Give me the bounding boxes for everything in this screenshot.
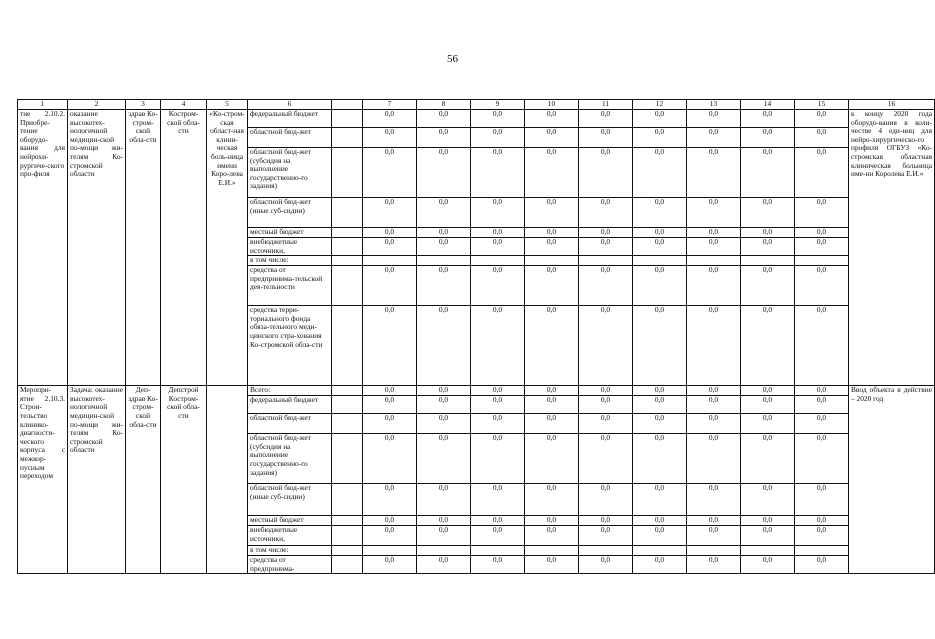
funding-source: областной бюд-жет (субсидия на выполнение государственно-го задания) [248,148,332,198]
value-cell: 0,0 [633,198,687,228]
blank-cell [332,238,363,256]
value-cell [741,546,795,556]
block-result: Ввод объекта в действие – 2020 год [849,386,935,574]
funding-source: федеральный бюджет [248,396,332,414]
value-cell: 0,0 [579,128,633,148]
block-col1: тие 2.10.2. Приобре-тение оборудо-вания для нейрохи-рургиче-ского про-филя [18,110,68,386]
value-cell [525,256,579,266]
value-cell: 0,0 [525,556,579,574]
value-cell: 0,0 [741,128,795,148]
value-cell: 0,0 [417,266,471,306]
value-cell: 0,0 [471,238,525,256]
header-cell: 13 [687,100,741,110]
value-cell: 0,0 [363,266,417,306]
block-col2: оказание высокотех-нологичной медицин-ской по-мощи жи-телям Ко-стромской области [68,110,126,386]
value-cell: 0,0 [417,238,471,256]
value-cell: 0,0 [741,386,795,396]
value-cell: 0,0 [579,396,633,414]
block-col5 [207,386,248,574]
value-cell [579,546,633,556]
value-cell: 0,0 [795,110,849,128]
value-cell: 0,0 [633,148,687,198]
value-cell: 0,0 [525,228,579,238]
value-cell: 0,0 [633,128,687,148]
value-cell: 0,0 [687,306,741,386]
value-cell: 0,0 [471,306,525,386]
value-cell: 0,0 [687,266,741,306]
value-cell: 0,0 [579,238,633,256]
value-cell: 0,0 [471,198,525,228]
header-cell: 4 [161,100,207,110]
value-cell: 0,0 [525,396,579,414]
funding-source: областной бюд-жет (иные суб-сидии) [248,198,332,228]
value-cell: 0,0 [633,110,687,128]
header-cell: 10 [525,100,579,110]
value-cell: 0,0 [795,148,849,198]
value-cell: 0,0 [795,228,849,238]
value-cell [741,256,795,266]
value-cell [525,546,579,556]
value-cell: 0,0 [471,556,525,574]
value-cell: 0,0 [471,148,525,198]
blank-cell [332,198,363,228]
funding-source: местный бюджет [248,516,332,526]
value-cell: 0,0 [579,526,633,546]
blank-cell [332,546,363,556]
header-cell: 12 [633,100,687,110]
value-cell: 0,0 [633,306,687,386]
value-cell [471,256,525,266]
header-cell: 3 [126,100,161,110]
value-cell: 0,0 [471,266,525,306]
value-cell: 0,0 [417,110,471,128]
value-cell: 0,0 [795,238,849,256]
value-cell: 0,0 [795,266,849,306]
value-cell: 0,0 [795,434,849,484]
block-col1: Меропри-ятие 2.10.3. Строи-тельство клинико-диагности-ческого корпуса с межкор-пусным переходом [18,386,68,574]
header-cell: 8 [417,100,471,110]
value-cell: 0,0 [471,516,525,526]
value-cell: 0,0 [471,414,525,434]
value-cell: 0,0 [633,266,687,306]
blank-cell [332,110,363,128]
header-cell [332,100,363,110]
value-cell: 0,0 [687,414,741,434]
value-cell: 0,0 [471,396,525,414]
value-cell: 0,0 [579,306,633,386]
header-cell: 2 [68,100,126,110]
value-cell: 0,0 [363,228,417,238]
value-cell: 0,0 [795,306,849,386]
value-cell: 0,0 [525,414,579,434]
value-cell: 0,0 [525,198,579,228]
value-cell: 0,0 [795,396,849,414]
value-cell: 0,0 [633,526,687,546]
value-cell: 0,0 [687,198,741,228]
value-cell: 0,0 [525,148,579,198]
value-cell: 0,0 [795,128,849,148]
value-cell: 0,0 [417,396,471,414]
value-cell: 0,0 [741,484,795,516]
value-cell: 0,0 [525,484,579,516]
value-cell: 0,0 [471,484,525,516]
header-cell: 5 [207,100,248,110]
value-cell: 0,0 [363,306,417,386]
blank-cell [332,228,363,238]
value-cell: 0,0 [795,386,849,396]
value-cell: 0,0 [363,386,417,396]
block-col4: Депстрой Костром-ской обла-сти [161,386,207,574]
block-col3: здрав Ко-стром-ской обла-сти [126,110,161,386]
value-cell: 0,0 [741,414,795,434]
blank-cell [332,396,363,414]
value-cell [471,546,525,556]
value-cell: 0,0 [687,110,741,128]
blank-cell [332,434,363,484]
value-cell: 0,0 [579,266,633,306]
value-cell: 0,0 [795,516,849,526]
value-cell: 0,0 [417,128,471,148]
value-cell: 0,0 [363,516,417,526]
value-cell: 0,0 [633,414,687,434]
value-cell: 0,0 [741,148,795,198]
value-cell [633,256,687,266]
header-cell: 7 [363,100,417,110]
value-cell: 0,0 [579,414,633,434]
value-cell: 0,0 [417,198,471,228]
value-cell: 0,0 [633,516,687,526]
value-cell: 0,0 [363,128,417,148]
funding-source: средства от предпринима- [248,556,332,574]
value-cell: 0,0 [633,228,687,238]
value-cell: 0,0 [417,386,471,396]
value-cell: 0,0 [471,128,525,148]
value-cell: 0,0 [687,556,741,574]
value-cell: 0,0 [363,396,417,414]
blank-cell [332,256,363,266]
value-cell: 0,0 [795,526,849,546]
value-cell: 0,0 [525,238,579,256]
value-cell: 0,0 [363,238,417,256]
header-cell: 14 [741,100,795,110]
funding-source: внебюджетные источники, [248,526,332,546]
blank-cell [332,386,363,396]
value-cell: 0,0 [363,434,417,484]
value-cell: 0,0 [417,516,471,526]
value-cell: 0,0 [633,396,687,414]
value-cell: 0,0 [579,198,633,228]
value-cell: 0,0 [471,228,525,238]
value-cell: 0,0 [579,148,633,198]
value-cell: 0,0 [741,396,795,414]
value-cell: 0,0 [741,434,795,484]
value-cell [687,256,741,266]
value-cell: 0,0 [687,434,741,484]
value-cell [417,546,471,556]
block-result: к концу 2020 года оборудо-вания в коли-честве 4 еди-ниц для нейро-хирургическо-го профиля ОГБУЗ «Ко-стромская областная клиническая больница име-ни Королева Е.И.» [849,110,935,386]
value-cell [417,256,471,266]
page-number: 56 [447,53,458,65]
header-cell: 1 [18,100,68,110]
value-cell: 0,0 [741,526,795,546]
value-cell: 0,0 [687,516,741,526]
value-cell: 0,0 [687,386,741,396]
value-cell: 0,0 [363,414,417,434]
value-cell: 0,0 [417,526,471,546]
block-col3: Деп-здрав Ко-стром-ской обла-сти [126,386,161,574]
blank-cell [332,148,363,198]
table-row [18,386,935,396]
value-cell: 0,0 [579,386,633,396]
blank-cell [332,266,363,306]
header-cell: 16 [849,100,935,110]
value-cell: 0,0 [579,484,633,516]
value-cell: 0,0 [633,556,687,574]
funding-source: федеральный бюджет [248,110,332,128]
value-cell: 0,0 [363,110,417,128]
value-cell: 0,0 [633,386,687,396]
funding-source: средства от предпринима-тельской дея-тельности [248,266,332,306]
funding-source: областной бюд-жет [248,414,332,434]
value-cell: 0,0 [471,526,525,546]
value-cell: 0,0 [741,228,795,238]
value-cell: 0,0 [471,110,525,128]
value-cell: 0,0 [633,434,687,484]
value-cell: 0,0 [417,228,471,238]
value-cell [795,546,849,556]
program-table [17,99,935,574]
funding-source: в том числе: [248,256,332,266]
value-cell [633,546,687,556]
header-cell: 9 [471,100,525,110]
value-cell: 0,0 [741,306,795,386]
value-cell: 0,0 [795,484,849,516]
blank-cell [332,556,363,574]
block-col5: «Ко-стром-ская област-ная клини-ческая боль-ница имени Коро-лева Е.И.» [207,110,248,386]
value-cell [363,256,417,266]
value-cell: 0,0 [417,148,471,198]
value-cell: 0,0 [525,526,579,546]
value-cell: 0,0 [363,484,417,516]
funding-source: в том числе: [248,546,332,556]
value-cell: 0,0 [741,110,795,128]
value-cell: 0,0 [417,414,471,434]
value-cell: 0,0 [687,228,741,238]
value-cell: 0,0 [417,556,471,574]
value-cell [795,256,849,266]
value-cell: 0,0 [579,556,633,574]
blank-cell [332,516,363,526]
value-cell: 0,0 [741,516,795,526]
value-cell: 0,0 [417,434,471,484]
value-cell: 0,0 [741,198,795,228]
value-cell: 0,0 [471,434,525,484]
value-cell: 0,0 [417,484,471,516]
value-cell [687,546,741,556]
blank-cell [332,414,363,434]
value-cell: 0,0 [525,110,579,128]
value-cell: 0,0 [471,386,525,396]
value-cell: 0,0 [363,556,417,574]
header-cell: 6 [248,100,332,110]
funding-source: внебюджетные источники, [248,238,332,256]
blank-cell [332,128,363,148]
funding-source: областной бюд-жет (иные суб-сидии) [248,484,332,516]
value-cell: 0,0 [363,526,417,546]
value-cell: 0,0 [363,198,417,228]
funding-source: средства терри-ториального фонда обяза-тельного меди-цинского стра-хования Ко-стромской обла-сти [248,306,332,386]
value-cell: 0,0 [525,434,579,484]
value-cell: 0,0 [525,306,579,386]
value-cell: 0,0 [687,484,741,516]
value-cell: 0,0 [687,238,741,256]
value-cell: 0,0 [363,148,417,198]
value-cell: 0,0 [687,396,741,414]
value-cell: 0,0 [741,238,795,256]
value-cell: 0,0 [579,434,633,484]
value-cell: 0,0 [795,414,849,434]
value-cell: 0,0 [525,516,579,526]
header-cell: 15 [795,100,849,110]
block-col2: Задача: оказание высокотех-нологичной медицин-ской по-мощи жи-телям Ко-стромской области [68,386,126,574]
value-cell: 0,0 [525,128,579,148]
value-cell: 0,0 [579,516,633,526]
value-cell: 0,0 [579,110,633,128]
table-row [18,110,935,128]
header-row [18,100,935,110]
blank-cell [332,484,363,516]
value-cell: 0,0 [795,198,849,228]
funding-source: областной бюд-жет (субсидия на выполнение государственно-го задания) [248,434,332,484]
value-cell: 0,0 [687,148,741,198]
value-cell: 0,0 [795,556,849,574]
value-cell [579,256,633,266]
header-cell: 11 [579,100,633,110]
value-cell: 0,0 [741,556,795,574]
value-cell: 0,0 [741,266,795,306]
funding-source: Всего: [248,386,332,396]
value-cell: 0,0 [525,386,579,396]
value-cell: 0,0 [417,306,471,386]
funding-source: местный бюджет [248,228,332,238]
value-cell: 0,0 [633,238,687,256]
funding-source: областной бюд-жет [248,128,332,148]
blank-cell [332,526,363,546]
value-cell: 0,0 [687,128,741,148]
blank-cell [332,306,363,386]
value-cell: 0,0 [633,484,687,516]
value-cell: 0,0 [579,228,633,238]
value-cell: 0,0 [525,266,579,306]
value-cell [363,546,417,556]
value-cell: 0,0 [687,526,741,546]
block-col4: Костром-ской обла-сти [161,110,207,386]
